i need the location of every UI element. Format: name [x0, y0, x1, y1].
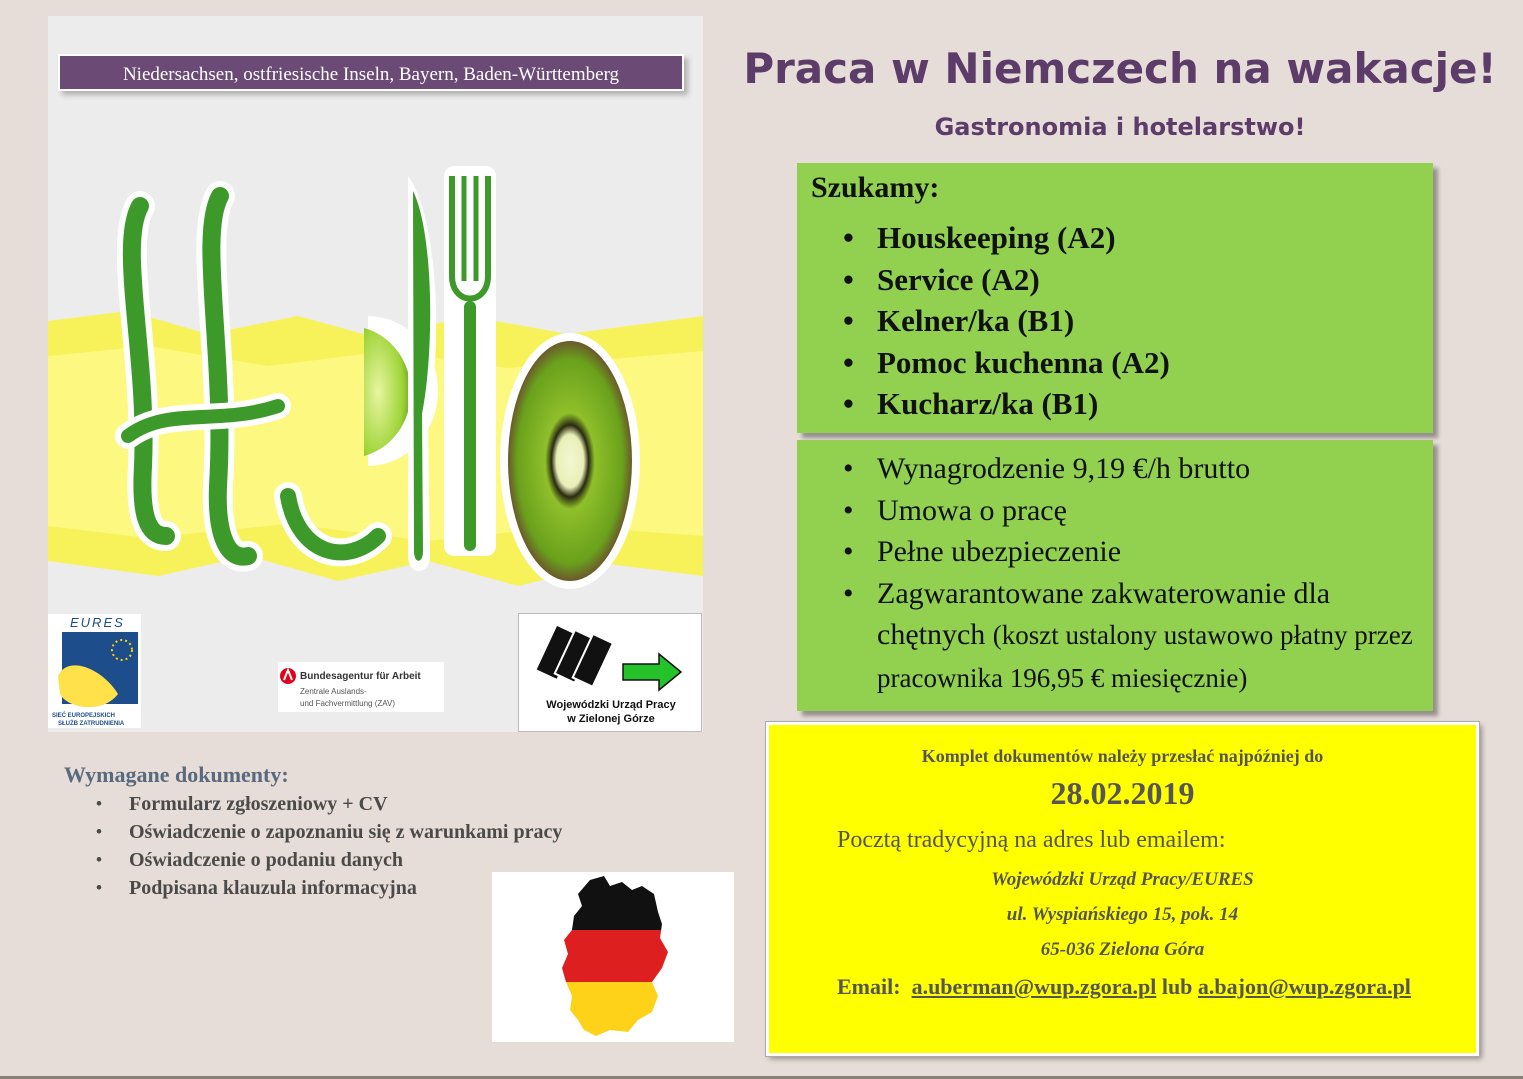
accommodation-note: (koszt ustalony ustawowo płatny przez pracownika 196,95 € miesięcznie) [877, 620, 1413, 693]
svg-text:SŁUŻB ZATRUDNIENIA: SŁUŻB ZATRUDNIENIA [58, 721, 125, 727]
email-line [837, 974, 1411, 1000]
benefits-box [797, 440, 1433, 711]
deadline-intro: Komplet dokumentów należy przesłać najpóźniej do [921, 746, 1324, 766]
accommodation-main: Zagwarantowane zakwaterowanie dla chętnych [877, 576, 1331, 651]
jobs-label: Szukamy: [811, 171, 940, 204]
job-item: • Kelner/ka (B1) [843, 300, 1170, 342]
deadline-date: 28.02.2019 [1050, 775, 1195, 811]
page-title: Praca w Niemczech na wakacje! [743, 44, 1497, 93]
delivery-methods: Pocztą tradycyjną na adres lub emailem: [837, 827, 1226, 853]
benefit-item: • Umowa o pracę [843, 490, 1423, 532]
document-item: • Formularz zgłoszeniowy + CV [96, 790, 562, 818]
email-label: Email: [837, 974, 901, 999]
svg-text:und Fachvermittlung (ZAV): und Fachvermittlung (ZAV) [300, 699, 395, 708]
wup-logo [518, 613, 702, 732]
job-item: • Pomoc kuchenna (A2) [843, 342, 1170, 384]
job-item: • Houskeeping (A2) [843, 217, 1170, 259]
jobs-list [843, 217, 1170, 425]
bundesagentur-logo [278, 662, 444, 712]
svg-text:w Zielonej Górze: w Zielonej Górze [567, 713, 655, 725]
svg-text:Wojewódzki Urząd Pracy: Wojewódzki Urząd Pracy [546, 699, 676, 711]
email-link-bajon[interactable]: a.bajon@wup.zgora.pl [1197, 974, 1411, 999]
job-item: • Service (A2) [843, 259, 1170, 301]
jobs-box [797, 163, 1433, 433]
address-line-2: ul. Wyspiańskiego 15, pok. 14 [1006, 904, 1239, 925]
address-line-3: 65-036 Zielona Góra [1040, 939, 1205, 960]
svg-text:Bundesagentur für Arbeit: Bundesagentur für Arbeit [300, 671, 421, 682]
benefit-item: • Wynagrodzenie 9,19 €/h brutto [843, 448, 1423, 490]
documents-title: Wymagane dokumenty: [64, 762, 289, 787]
address-line-1: Wojewódzki Urząd Pracy/EURES [991, 869, 1254, 890]
email-link-uberman[interactable]: a.uberman@wup.zgora.pl [911, 974, 1157, 999]
email-separator: lub [1161, 974, 1193, 999]
page-subtitle: Gastronomia i hotelarstwo! [934, 113, 1306, 141]
eures-logo [48, 614, 141, 728]
germany-flag-map [492, 872, 734, 1042]
document-item: • Oświadczenie o podaniu danych [96, 846, 562, 874]
job-item: • Kucharz/ka (B1) [843, 383, 1170, 425]
deadline-box [766, 722, 1479, 1056]
benefit-accommodation [843, 573, 1423, 700]
svg-text:Zentrale Auslands-: Zentrale Auslands- [300, 687, 367, 696]
region-banner: Niedersachsen, ostfriesische Inseln, Bayern, Baden-Württemberg [58, 54, 684, 91]
benefit-item: • Pełne ubezpieczenie [843, 531, 1423, 573]
svg-text:SIEĆ EUROPEJSKICH: SIEĆ EUROPEJSKICH [52, 713, 116, 719]
benefits-list [843, 448, 1423, 699]
eures-logo-text: EURES [70, 615, 125, 630]
document-item: • Podpisana klauzula informacyjna [96, 874, 562, 902]
document-item: • Oświadczenie o zapoznaniu się z warunkami pracy [96, 818, 562, 846]
